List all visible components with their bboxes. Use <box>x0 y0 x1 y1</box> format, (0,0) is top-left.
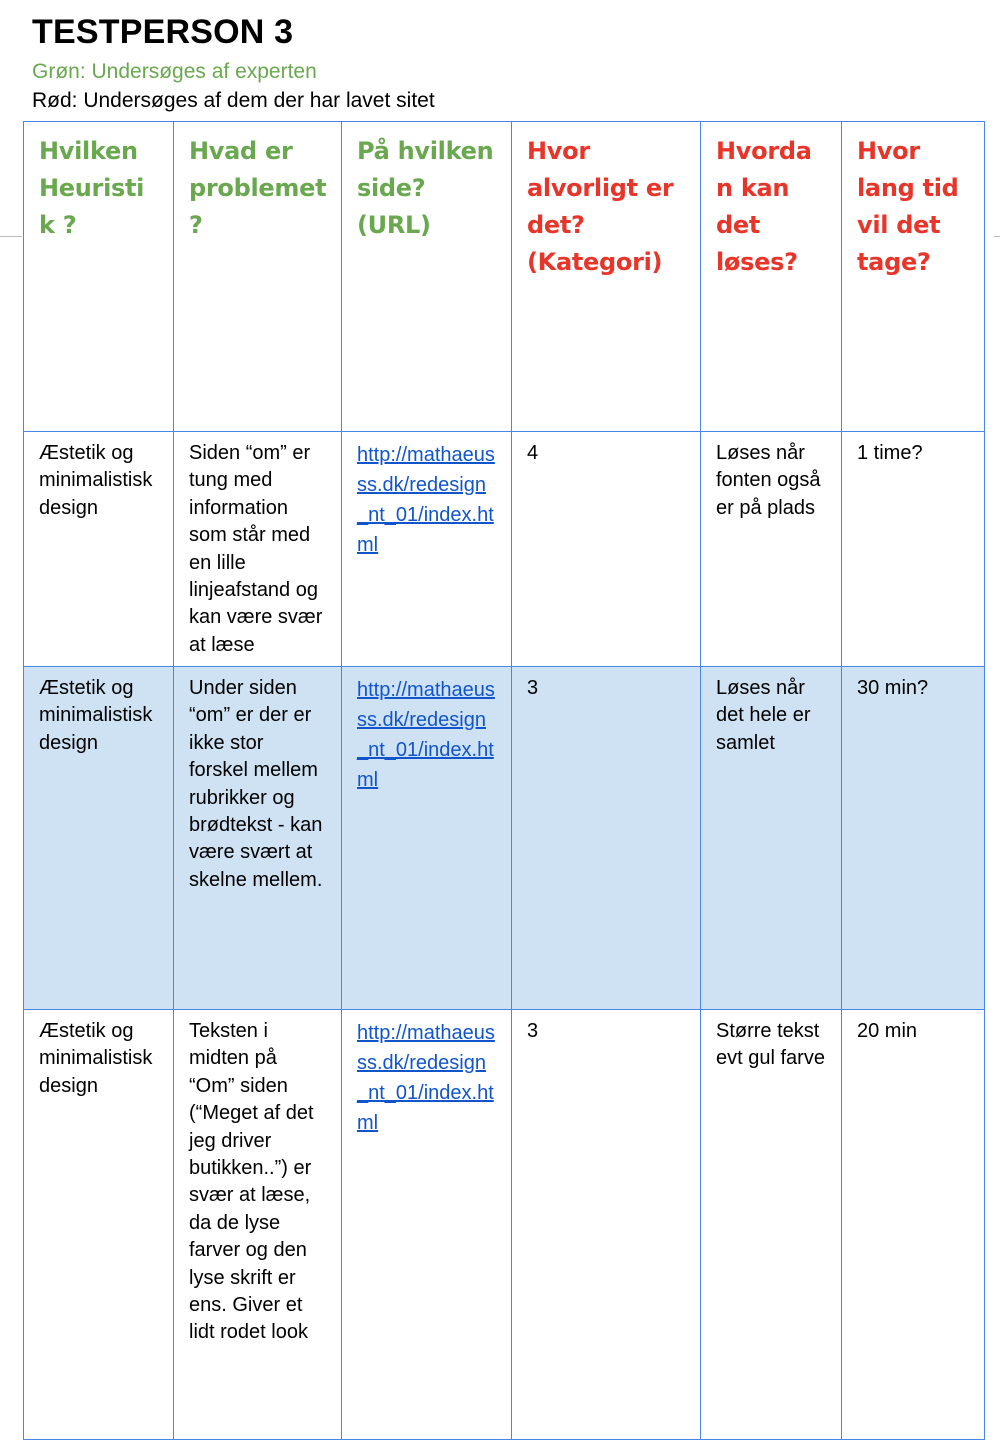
table-row <box>24 432 985 667</box>
cell-solution: Løses når fonten også er på plads <box>701 432 842 667</box>
header-severity: Hvor alvorligt er det? (Kategori) <box>512 122 701 432</box>
table-row <box>24 667 985 1010</box>
legend-green: Grøn: Undersøges af experten <box>32 60 317 83</box>
header-time: Hvor lang tid vil det tage? <box>842 122 985 432</box>
header-solution: Hvordan kan det løses? <box>701 122 842 432</box>
cell-time: 20 min <box>842 1010 985 1440</box>
cell-heuristic: Æstetik og minimalistisk design <box>24 667 174 1010</box>
header-problem: Hvad er problemet ? <box>174 122 342 432</box>
cell-solution: Større tekst evt gul farve <box>701 1010 842 1440</box>
url-link[interactable]: http://mathaeusss.dk/redesign_nt_01/index.html <box>357 679 495 791</box>
cell-solution: Løses når det hele er samlet <box>701 667 842 1010</box>
url-link[interactable]: http://mathaeusss.dk/redesign_nt_01/index.html <box>357 1022 495 1134</box>
cell-time: 30 min? <box>842 667 985 1010</box>
header-heuristic: Hvilken Heuristik ? <box>24 122 174 432</box>
document-title: TESTPERSON 3 <box>32 13 294 51</box>
cell-severity: 3 <box>512 1010 701 1440</box>
table-row <box>24 1010 985 1440</box>
heuristic-evaluation-table <box>23 121 985 1440</box>
cell-problem: Siden “om” er tung med information som står med en lille linjeafstand og kan være svær at læse <box>174 432 342 667</box>
cell-url <box>342 1010 512 1440</box>
table-header-row <box>24 122 985 432</box>
cell-heuristic: Æstetik og minimalistisk design <box>24 1010 174 1440</box>
cell-time: 1 time? <box>842 432 985 667</box>
cell-severity: 4 <box>512 432 701 667</box>
cell-problem: Teksten i midten på “Om” siden (“Meget af det jeg driver butikken..”) er svær at læse, da de lyse farver og den lyse skrift er ens. Giver et lidt rodet look <box>174 1010 342 1440</box>
cell-url <box>342 667 512 1010</box>
page-edge-left <box>0 236 22 237</box>
cell-problem: Under siden “om” er der er ikke stor forskel mellem rubrikker og brødtekst - kan være svært at skelne mellem. <box>174 667 342 1010</box>
legend-red: Rød: Undersøges af dem der har lavet sitet <box>32 89 435 112</box>
header-url: På hvilken side? (URL) <box>342 122 512 432</box>
url-link[interactable]: http://mathaeusss.dk/redesign_nt_01/index.html <box>357 444 495 556</box>
page-edge-right <box>994 236 1000 237</box>
cell-heuristic: Æstetik og minimalistisk design <box>24 432 174 667</box>
cell-url <box>342 432 512 667</box>
cell-severity: 3 <box>512 667 701 1010</box>
